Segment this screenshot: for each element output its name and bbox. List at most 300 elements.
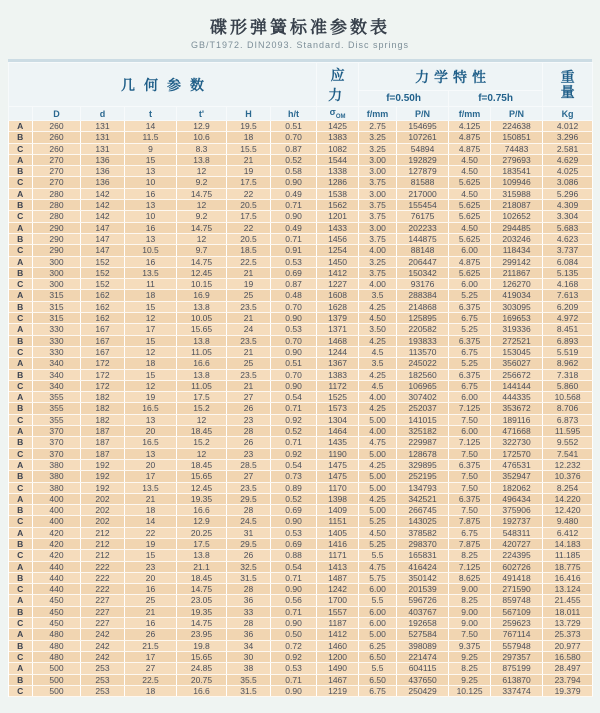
- table-cell: 6.75: [449, 527, 491, 538]
- table-cell: 253: [81, 674, 125, 685]
- table-cell: 142: [81, 188, 125, 199]
- table-cell: 8.25: [449, 550, 491, 561]
- table-row: [9, 629, 593, 640]
- table-cell: B: [9, 267, 33, 278]
- table-cell: 548311: [491, 527, 543, 538]
- table-cell: 14: [125, 516, 177, 527]
- table-cell: 252037: [397, 403, 449, 414]
- table-cell: 6.375: [449, 459, 491, 470]
- table-cell: 9.00: [449, 606, 491, 617]
- table-cell: 23.5: [227, 482, 271, 493]
- table-cell: 6.75: [449, 346, 491, 357]
- table-row: [9, 358, 593, 369]
- table-cell: 0.90: [271, 618, 317, 629]
- table-cell: 3.5: [359, 290, 397, 301]
- table-cell: 17: [125, 471, 177, 482]
- table-row: [9, 414, 593, 425]
- table-cell: 1398: [317, 493, 359, 504]
- table-cell: 5.625: [449, 211, 491, 222]
- table-cell: 6.75: [449, 313, 491, 324]
- table-cell: 21: [227, 154, 271, 165]
- table-cell: 23: [125, 561, 177, 572]
- table-cell: 6.209: [543, 301, 593, 312]
- table-cell: 4.75: [359, 437, 397, 448]
- table-cell: 0.53: [271, 256, 317, 267]
- table-cell: C: [9, 685, 33, 696]
- table-cell: 4.25: [359, 301, 397, 312]
- table-cell: 604115: [397, 663, 449, 674]
- table-cell: 613870: [491, 674, 543, 685]
- table-cell: 131: [81, 121, 125, 132]
- table-cell: 1254: [317, 245, 359, 256]
- table-cell: 17: [125, 324, 177, 335]
- table-row: [9, 335, 593, 346]
- table-row: [9, 685, 593, 696]
- table-row: [9, 200, 593, 211]
- table-cell: 19.35: [177, 493, 227, 504]
- table-cell: 0.71: [271, 674, 317, 685]
- table-cell: 270: [33, 154, 81, 165]
- table-cell: 26: [125, 629, 177, 640]
- table-cell: 4.00: [359, 279, 397, 290]
- table-cell: 290: [33, 222, 81, 233]
- table-cell: 0.58: [271, 166, 317, 177]
- table-row: [9, 471, 593, 482]
- table-cell: 9.375: [449, 640, 491, 651]
- table-cell: 202: [81, 493, 125, 504]
- table-cell: 22: [227, 222, 271, 233]
- table-cell: 38: [227, 663, 271, 674]
- table-cell: 19.5: [227, 121, 271, 132]
- table-cell: 0.71: [271, 200, 317, 211]
- table-cell: A: [9, 121, 33, 132]
- table-cell: 370: [33, 437, 81, 448]
- table-cell: 300: [33, 279, 81, 290]
- table-cell: 19.8: [177, 640, 227, 651]
- table-cell: 118434: [491, 245, 543, 256]
- table-cell: 1464: [317, 426, 359, 437]
- table-cell: 217000: [397, 188, 449, 199]
- table-cell: 5.135: [543, 267, 593, 278]
- table-cell: 380: [33, 471, 81, 482]
- table-cell: B: [9, 505, 33, 516]
- table-cell: 380: [33, 482, 81, 493]
- table-cell: 13: [125, 166, 177, 177]
- table-cell: 23: [227, 448, 271, 459]
- table-cell: 0.49: [271, 188, 317, 199]
- table-row: [9, 346, 593, 357]
- table-cell: 0.92: [271, 448, 317, 459]
- table-row: [9, 166, 593, 177]
- table-cell: 4.50: [359, 527, 397, 538]
- table-cell: 13.8: [177, 550, 227, 561]
- table-cell: 6.00: [449, 245, 491, 256]
- spec-table-container: [8, 59, 592, 697]
- table-cell: 15: [125, 301, 177, 312]
- table-cell: C: [9, 516, 33, 527]
- table-cell: 147: [81, 245, 125, 256]
- table-cell: 4.50: [449, 166, 491, 177]
- table-cell: B: [9, 471, 33, 482]
- col-D: D: [33, 107, 81, 121]
- table-cell: 15.5: [227, 143, 271, 154]
- table-cell: 206447: [397, 256, 449, 267]
- table-cell: 19.35: [177, 606, 227, 617]
- table-cell: 7.50: [449, 629, 491, 640]
- table-row: [9, 584, 593, 595]
- table-cell: A: [9, 459, 33, 470]
- table-cell: 20: [125, 459, 177, 470]
- table-cell: A: [9, 324, 33, 335]
- table-cell: 9: [125, 143, 177, 154]
- table-cell: 252195: [397, 471, 449, 482]
- table-cell: B: [9, 369, 33, 380]
- table-cell: 20.5: [227, 233, 271, 244]
- table-cell: 500: [33, 674, 81, 685]
- table-cell: 1416: [317, 538, 359, 549]
- table-cell: 315: [33, 301, 81, 312]
- table-cell: 11.05: [177, 346, 227, 357]
- table-cell: 280: [33, 188, 81, 199]
- table-row: [9, 233, 593, 244]
- table-row: [9, 222, 593, 233]
- table-cell: 17.5: [177, 392, 227, 403]
- table-cell: 4.125: [449, 121, 491, 132]
- table-cell: 224638: [491, 121, 543, 132]
- table-cell: 202: [81, 516, 125, 527]
- col-h-over-t: h/t: [271, 107, 317, 121]
- table-cell: 270: [33, 166, 81, 177]
- table-cell: 16: [125, 584, 177, 595]
- table-cell: 260: [33, 121, 81, 132]
- table-cell: 450: [33, 606, 81, 617]
- table-cell: 18: [125, 685, 177, 696]
- table-cell: 136: [81, 166, 125, 177]
- table-cell: 3.737: [543, 245, 593, 256]
- page-subtitle: GB/T1972. DIN2093. Standard. Disc springs: [190, 40, 410, 50]
- table-cell: 13.729: [543, 618, 593, 629]
- table-cell: 202233: [397, 222, 449, 233]
- table-cell: 15: [125, 369, 177, 380]
- table-cell: 1475: [317, 459, 359, 470]
- table-cell: 253: [81, 685, 125, 696]
- table-cell: 5.00: [359, 505, 397, 516]
- table-cell: 109946: [491, 177, 543, 188]
- table-cell: 0.50: [271, 629, 317, 640]
- table-cell: 3.75: [359, 200, 397, 211]
- table-row: [9, 143, 593, 154]
- table-row: [9, 256, 593, 267]
- table-cell: 1170: [317, 482, 359, 493]
- table-cell: 13: [125, 233, 177, 244]
- table-cell: 128678: [397, 448, 449, 459]
- table-cell: 4.00: [359, 392, 397, 403]
- table-cell: A: [9, 629, 33, 640]
- table-cell: A: [9, 154, 33, 165]
- table-cell: 1219: [317, 685, 359, 696]
- table-cell: 192829: [397, 154, 449, 165]
- table-cell: 9.25: [449, 674, 491, 685]
- table-cell: 7.50: [449, 471, 491, 482]
- table-cell: 380: [33, 459, 81, 470]
- table-row: [9, 448, 593, 459]
- table-cell: 1413: [317, 561, 359, 572]
- table-cell: 107261: [397, 132, 449, 143]
- table-cell: 14.75: [177, 222, 227, 233]
- table-cell: 12.420: [543, 505, 593, 516]
- table-cell: 6.375: [449, 493, 491, 504]
- table-row: [9, 154, 593, 165]
- table-cell: C: [9, 414, 33, 425]
- table-cell: 350142: [397, 572, 449, 583]
- table-cell: 0.90: [271, 211, 317, 222]
- table-cell: 1487: [317, 572, 359, 583]
- table-cell: 7.318: [543, 369, 593, 380]
- table-cell: 14.75: [177, 584, 227, 595]
- table-cell: B: [9, 403, 33, 414]
- table-cell: 212: [81, 527, 125, 538]
- table-cell: 7.50: [449, 482, 491, 493]
- table-cell: 31: [227, 527, 271, 538]
- table-cell: 356027: [491, 358, 543, 369]
- table-cell: 1573: [317, 403, 359, 414]
- table-body: [9, 121, 593, 697]
- table-cell: 222: [81, 572, 125, 583]
- table-cell: 93176: [397, 279, 449, 290]
- table-cell: 25: [227, 290, 271, 301]
- table-cell: 1151: [317, 516, 359, 527]
- table-cell: 106965: [397, 380, 449, 391]
- table-cell: 290: [33, 233, 81, 244]
- table-cell: 31.5: [227, 685, 271, 696]
- table-cell: 288384: [397, 290, 449, 301]
- table-cell: 21: [227, 380, 271, 391]
- table-cell: 294485: [491, 222, 543, 233]
- table-cell: 1172: [317, 380, 359, 391]
- table-cell: 440: [33, 561, 81, 572]
- table-cell: 0.90: [271, 584, 317, 595]
- table-cell: 142: [81, 211, 125, 222]
- table-cell: C: [9, 651, 33, 662]
- table-cell: 9.00: [449, 618, 491, 629]
- table-cell: 0.70: [271, 132, 317, 143]
- table-cell: 4.309: [543, 200, 593, 211]
- table-cell: 12: [125, 380, 177, 391]
- table-cell: 9.480: [543, 516, 593, 527]
- table-cell: 0.72: [271, 640, 317, 651]
- table-cell: B: [9, 132, 33, 143]
- table-cell: 10.5: [125, 245, 177, 256]
- table-cell: 355: [33, 403, 81, 414]
- table-row: [9, 538, 593, 549]
- table-cell: 6.873: [543, 414, 593, 425]
- table-cell: 154695: [397, 121, 449, 132]
- header-weight-group: [543, 63, 593, 107]
- table-cell: 6.084: [543, 256, 593, 267]
- table-cell: 0.53: [271, 663, 317, 674]
- table-cell: 3.304: [543, 211, 593, 222]
- table-cell: 250429: [397, 685, 449, 696]
- table-row: [9, 674, 593, 685]
- col-fmm-050: f/mm: [359, 107, 397, 121]
- table-cell: 12.45: [177, 482, 227, 493]
- table-cell: 16.6: [177, 505, 227, 516]
- table-cell: 221474: [397, 651, 449, 662]
- table-cell: 18: [125, 358, 177, 369]
- col-type: [9, 107, 33, 121]
- table-cell: 3.50: [359, 324, 397, 335]
- table-cell: A: [9, 188, 33, 199]
- table-cell: 214868: [397, 301, 449, 312]
- table-cell: 420727: [491, 538, 543, 549]
- col-t: t: [125, 107, 177, 121]
- table-cell: 15.2: [177, 403, 227, 414]
- table-cell: 1379: [317, 313, 359, 324]
- table-cell: 1201: [317, 211, 359, 222]
- table-cell: C: [9, 211, 33, 222]
- table-row: [9, 516, 593, 527]
- table-cell: 340: [33, 369, 81, 380]
- table-cell: 420: [33, 538, 81, 549]
- table-cell: B: [9, 233, 33, 244]
- table-cell: 28.497: [543, 663, 593, 674]
- table-cell: 23.95: [177, 629, 227, 640]
- table-cell: 218087: [491, 200, 543, 211]
- table-cell: 28: [227, 505, 271, 516]
- table-cell: 298370: [397, 538, 449, 549]
- table-cell: 220582: [397, 324, 449, 335]
- table-cell: 7.50: [449, 505, 491, 516]
- table-row: [9, 324, 593, 335]
- table-cell: 3.25: [359, 132, 397, 143]
- table-cell: 1304: [317, 414, 359, 425]
- table-cell: A: [9, 527, 33, 538]
- table-cell: 182560: [397, 369, 449, 380]
- table-cell: 127879: [397, 166, 449, 177]
- table-cell: 16: [125, 256, 177, 267]
- table-cell: 18.775: [543, 561, 593, 572]
- table-cell: 24.5: [227, 516, 271, 527]
- table-cell: 1562: [317, 200, 359, 211]
- table-cell: 4.50: [359, 313, 397, 324]
- table-cell: 400: [33, 516, 81, 527]
- table-cell: 242: [81, 629, 125, 640]
- table-cell: 471668: [491, 426, 543, 437]
- table-cell: 192: [81, 482, 125, 493]
- table-cell: 13.8: [177, 369, 227, 380]
- table-cell: 12: [177, 414, 227, 425]
- table-cell: 5.00: [359, 629, 397, 640]
- table-cell: 13: [125, 200, 177, 211]
- table-cell: 81588: [397, 177, 449, 188]
- header-weight-bottom: 量: [560, 83, 575, 100]
- table-cell: 182: [81, 392, 125, 403]
- table-cell: C: [9, 245, 33, 256]
- table-cell: 1468: [317, 335, 359, 346]
- table-cell: 25: [125, 595, 177, 606]
- table-cell: 303095: [491, 301, 543, 312]
- table-cell: 192658: [397, 618, 449, 629]
- table-row: [9, 618, 593, 629]
- table-cell: 12.9: [177, 516, 227, 527]
- table-cell: 21.1: [177, 561, 227, 572]
- table-cell: 1286: [317, 177, 359, 188]
- table-cell: 16: [125, 222, 177, 233]
- table-cell: 222: [81, 561, 125, 572]
- table-row: [9, 301, 593, 312]
- table-cell: 19: [227, 279, 271, 290]
- table-cell: 0.71: [271, 572, 317, 583]
- table-cell: 440: [33, 584, 81, 595]
- table-cell: 7.613: [543, 290, 593, 301]
- table-cell: 370: [33, 426, 81, 437]
- table-cell: 222: [81, 584, 125, 595]
- table-cell: 28: [227, 426, 271, 437]
- table-cell: 596726: [397, 595, 449, 606]
- table-cell: 0.87: [271, 279, 317, 290]
- table-cell: 33: [227, 606, 271, 617]
- table-cell: 102652: [491, 211, 543, 222]
- table-cell: 187: [81, 448, 125, 459]
- table-cell: 162: [81, 301, 125, 312]
- table-cell: 150342: [397, 267, 449, 278]
- table-cell: 15.65: [177, 651, 227, 662]
- col-d: d: [81, 107, 125, 121]
- table-cell: 527584: [397, 629, 449, 640]
- table-cell: 6.375: [449, 369, 491, 380]
- table-cell: 4.00: [359, 245, 397, 256]
- table-cell: 4.75: [359, 561, 397, 572]
- table-cell: 202: [81, 505, 125, 516]
- table-cell: 0.90: [271, 313, 317, 324]
- table-cell: 182: [81, 403, 125, 414]
- col-fmm-075: f/mm: [449, 107, 491, 121]
- table-cell: 4.50: [449, 154, 491, 165]
- table-cell: 3.75: [359, 211, 397, 222]
- table-cell: 29.5: [227, 538, 271, 549]
- table-cell: 355: [33, 392, 81, 403]
- table-row: [9, 121, 593, 132]
- table-cell: 20: [125, 426, 177, 437]
- table-cell: 29.5: [227, 493, 271, 504]
- table-cell: 1338: [317, 166, 359, 177]
- table-cell: 10: [125, 211, 177, 222]
- table-cell: 5.00: [359, 471, 397, 482]
- table-cell: 17.5: [227, 211, 271, 222]
- table-cell: 12: [177, 200, 227, 211]
- table-cell: 18.45: [177, 572, 227, 583]
- table-cell: 300: [33, 256, 81, 267]
- table-cell: 9.2: [177, 177, 227, 188]
- table-cell: 10.05: [177, 313, 227, 324]
- table-cell: 5.296: [543, 188, 593, 199]
- table-cell: 1475: [317, 471, 359, 482]
- table-cell: 14.75: [177, 256, 227, 267]
- table-cell: C: [9, 618, 33, 629]
- table-cell: 10: [125, 177, 177, 188]
- table-cell: 4.623: [543, 233, 593, 244]
- table-cell: 11.595: [543, 426, 593, 437]
- table-cell: 12.9: [177, 121, 227, 132]
- table-cell: 602726: [491, 561, 543, 572]
- table-cell: 26: [227, 550, 271, 561]
- table-cell: 12: [125, 346, 177, 357]
- table-cell: 20: [125, 572, 177, 583]
- table-cell: 6.00: [359, 618, 397, 629]
- table-cell: 1187: [317, 618, 359, 629]
- table-row: [9, 313, 593, 324]
- table-cell: 6.00: [359, 606, 397, 617]
